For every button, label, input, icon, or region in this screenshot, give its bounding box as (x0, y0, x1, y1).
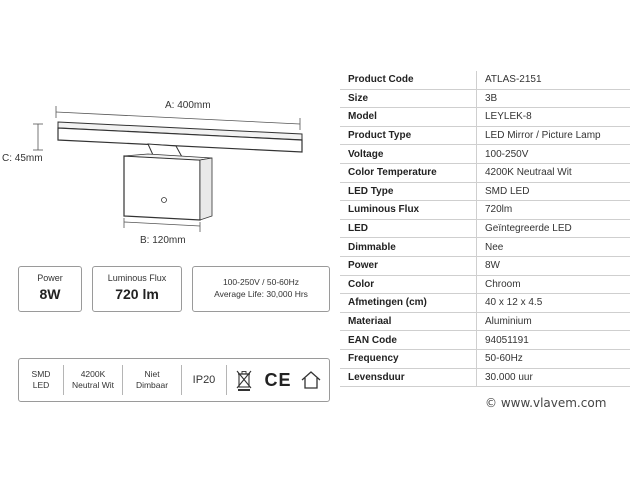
height-label: C: 45mm (2, 153, 43, 164)
spec-value: 40 x 12 x 4.5 (477, 294, 631, 313)
ip20-cell (182, 359, 226, 401)
table-row (340, 256, 630, 275)
table-row (340, 368, 630, 387)
spec-key: Dimmable (340, 238, 477, 257)
width-label: A: 400mm (165, 100, 211, 111)
spec-key: Levensduur (340, 368, 477, 387)
table-row (340, 238, 630, 257)
spec-value: 3B (477, 89, 631, 108)
spec-value: 94051191 (477, 331, 631, 350)
spec-value: 4200K Neutraal Wit (477, 163, 631, 182)
dimmable-cell (123, 359, 181, 401)
flux-box-label: Luminous Flux (107, 273, 167, 283)
spec-value: Nee (477, 238, 631, 257)
spec-key: Materiaal (340, 312, 477, 331)
temp-name-text: Neutral Wit (71, 380, 115, 390)
spec-key: Size (340, 89, 477, 108)
specification-table (340, 71, 630, 387)
table-row (340, 89, 630, 108)
table-row (340, 71, 630, 89)
table-row (340, 108, 630, 127)
switch-dot (162, 198, 167, 203)
spec-value: 30.000 uur (477, 368, 631, 387)
spec-key: Color (340, 275, 477, 294)
spec-value: 100-250V (477, 145, 631, 164)
ce-mark-icon: CE (264, 369, 292, 390)
spec-value: 720lm (477, 201, 631, 220)
table-row (340, 163, 630, 182)
table-row (340, 201, 630, 220)
watermark: © www.vlavem.com (485, 396, 607, 410)
led-text: LED (32, 380, 50, 390)
spec-key: Luminous Flux (340, 201, 477, 220)
table-row (340, 219, 630, 238)
spec-key: Power (340, 256, 477, 275)
voltage-line: 100-250V / 50-60Hz (222, 277, 300, 287)
power-box-label: Power (37, 273, 63, 283)
table-row (340, 275, 630, 294)
dimbaar-text: Dimbaar (135, 380, 169, 390)
spec-key: Afmetingen (cm) (340, 294, 477, 313)
smd-text: SMD (31, 369, 51, 379)
wall-mount-plate (124, 156, 200, 220)
table-row (340, 294, 630, 313)
temp-kelvin-text: 4200K (80, 369, 106, 379)
power-box (18, 266, 82, 312)
weee-bin-icon (227, 359, 261, 401)
spec-key: EAN Code (340, 331, 477, 350)
spec-value: Aluminium (477, 312, 631, 331)
ip20-text: IP20 (192, 373, 216, 386)
depth-dimension-line (124, 222, 200, 226)
spec-value: 8W (477, 256, 631, 275)
spec-key: Voltage (340, 145, 477, 164)
voltage-life-box (192, 266, 330, 312)
table-row (340, 145, 630, 164)
certification-icon-strip (18, 358, 330, 402)
spec-value: LED Mirror / Picture Lamp (477, 126, 631, 145)
table-row (340, 349, 630, 368)
table-row (340, 331, 630, 350)
spec-value: Geïntegreerde LED (477, 219, 631, 238)
spec-key: Model (340, 108, 477, 127)
indoor-house-icon (295, 359, 327, 401)
lamp-dimension-drawing (0, 60, 330, 250)
spec-value: Chroom (477, 275, 631, 294)
spec-value: SMD LED (477, 182, 631, 201)
width-dimension-line (56, 112, 300, 124)
spec-key: Product Code (340, 71, 477, 89)
spec-key: LED Type (340, 182, 477, 201)
flux-box-value: 720 lm (115, 286, 159, 302)
spec-key: Product Type (340, 126, 477, 145)
table-row (340, 126, 630, 145)
luminous-flux-box (92, 266, 182, 312)
spec-value: ATLAS-2151 (477, 71, 631, 89)
color-temp-cell (64, 359, 122, 401)
smd-led-cell (19, 359, 63, 401)
depth-label: B: 120mm (140, 235, 186, 246)
spec-value: LEYLEK-8 (477, 108, 631, 127)
table-row (340, 182, 630, 201)
spec-key: LED (340, 219, 477, 238)
niet-text: Niet (144, 369, 160, 379)
power-box-value: 8W (39, 286, 61, 302)
spec-value: 50-60Hz (477, 349, 631, 368)
spec-key: Color Temperature (340, 163, 477, 182)
life-line: Average Life: 30,000 Hrs (214, 289, 308, 299)
spec-key: Frequency (340, 349, 477, 368)
table-row (340, 312, 630, 331)
